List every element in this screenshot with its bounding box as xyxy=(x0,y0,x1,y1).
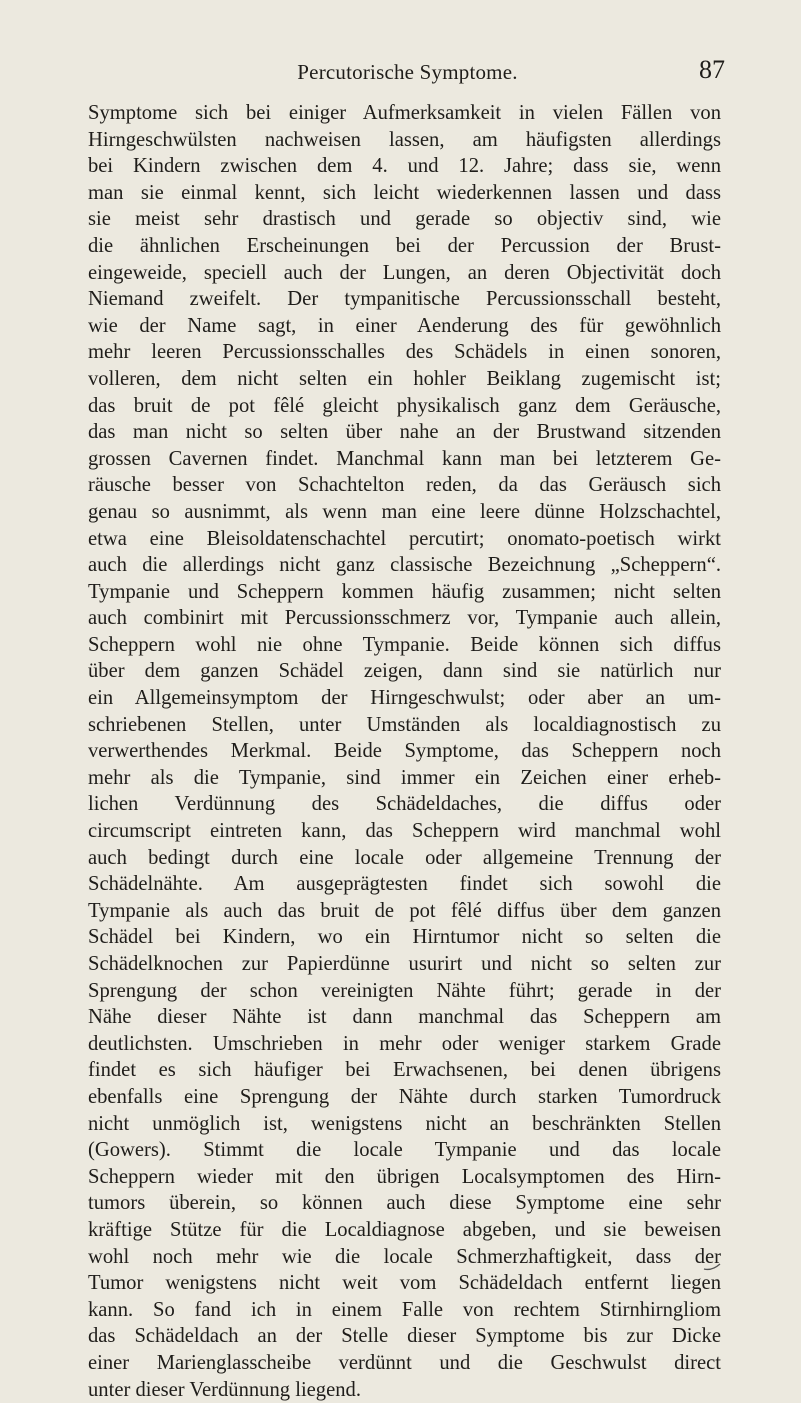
text-line: Niemand zweifelt. Der tympanitische Percussionsschall besteht, xyxy=(88,286,721,313)
text-line: auch die allerdings nicht ganz classische Bezeichnung „Scheppern“. xyxy=(88,552,721,579)
text-line: das bruit de pot fêlé gleicht physikalisch ganz dem Geräusche, xyxy=(88,393,721,420)
text-line: über dem ganzen Schädel zeigen, dann sind sie natürlich nur xyxy=(88,658,721,685)
text-line: man sie einmal kennt, sich leicht wiederkennen lassen und dass xyxy=(88,180,721,207)
body-paragraph xyxy=(88,100,721,1403)
text-line: Sprengung der schon vereinigten Nähte führt; gerade in der xyxy=(88,978,721,1005)
text-line: das Schädeldach an der Stelle dieser Symptome bis zur Dicke xyxy=(88,1323,721,1350)
text-line: auch combinirt mit Percussionsschmerz vor, Tympanie auch allein, xyxy=(88,605,721,632)
text-line: unter dieser Verdünnung liegend. xyxy=(88,1377,721,1403)
text-line: findet es sich häufiger bei Erwachsenen, bei denen übrigens xyxy=(88,1057,721,1084)
text-line: kräftige Stütze für die Localdiagnose abgeben, und sie beweisen xyxy=(88,1217,721,1244)
text-line: wie der Name sagt, in einer Aenderung des für gewöhnlich xyxy=(88,313,721,340)
text-line: Tumor wenigstens nicht weit vom Schädeldach entfernt liegen xyxy=(88,1270,721,1297)
text-line: kann. So fand ich in einem Falle von rechtem Stirnhirngliom xyxy=(88,1297,721,1324)
text-line: tumors überein, so können auch diese Symptome eine sehr xyxy=(88,1190,721,1217)
text-line: das man nicht so selten über nahe an der Brustwand sitzenden xyxy=(88,419,721,446)
text-line: nicht unmöglich ist, wenigstens nicht an beschränkten Stellen xyxy=(88,1111,721,1138)
text-line: eingeweide, speciell auch der Lungen, an deren Objectivität doch xyxy=(88,260,721,287)
text-line: mehr als die Tympanie, sind immer ein Zeichen einer erheb- xyxy=(88,765,721,792)
text-line: ein Allgemeinsymptom der Hirngeschwulst; oder aber an um- xyxy=(88,685,721,712)
text-line: Schädel bei Kindern, wo ein Hirntumor nicht so selten die xyxy=(88,924,721,951)
text-line: Nähe dieser Nähte ist dann manchmal das Scheppern am xyxy=(88,1004,721,1031)
page-corner-mark xyxy=(702,1262,722,1272)
text-line: sie meist sehr drastisch und gerade so objectiv sind, wie xyxy=(88,206,721,233)
text-line: wohl noch mehr wie die locale Schmerzhaftigkeit, dass der xyxy=(88,1244,721,1271)
text-line: räusche besser von Schachtelton reden, da das Geräusch sich xyxy=(88,472,721,499)
text-line: Hirngeschwülsten nachweisen lassen, am häufigsten allerdings xyxy=(88,127,721,154)
text-line: die ähnlichen Erscheinungen bei der Percussion der Brust- xyxy=(88,233,721,260)
text-line: verwerthendes Merkmal. Beide Symptome, das Scheppern noch xyxy=(88,738,721,765)
text-line: Tympanie als auch das bruit de pot fêlé diffus über dem ganzen xyxy=(88,898,721,925)
text-line: auch bedingt durch eine locale oder allgemeine Trennung der xyxy=(88,845,721,872)
text-line: Scheppern wohl nie ohne Tympanie. Beide können sich diffus xyxy=(88,632,721,659)
text-line: etwa eine Bleisoldatenschachtel percutirt; onomato-poetisch wirkt xyxy=(88,526,721,553)
text-line: Schädelknochen zur Papierdünne usurirt und nicht so selten zur xyxy=(88,951,721,978)
text-line: mehr leeren Percussionsschalles des Schädels in einen sonoren, xyxy=(88,339,721,366)
text-line: deutlichsten. Umschrieben in mehr oder weniger starkem Grade xyxy=(88,1031,721,1058)
text-line: einer Marienglasscheibe verdünnt und die Geschwulst direct xyxy=(88,1350,721,1377)
text-line: circumscript eintreten kann, das Scheppern wird manchmal wohl xyxy=(88,818,721,845)
text-line: Schädelnähte. Am ausgeprägtesten findet sich sowohl die xyxy=(88,871,721,898)
text-line: schriebenen Stellen, unter Umständen als localdiagnostisch zu xyxy=(88,712,721,739)
text-line: Symptome sich bei einiger Aufmerksamkeit in vielen Fällen von xyxy=(88,100,721,127)
text-line: lichen Verdünnung des Schädeldaches, die diffus oder xyxy=(88,791,721,818)
running-title: Percutorische Symptome. xyxy=(90,60,725,85)
text-line: (Gowers). Stimmt die locale Tympanie und das locale xyxy=(88,1137,721,1164)
text-line: Scheppern wieder mit den übrigen Localsymptomen des Hirn- xyxy=(88,1164,721,1191)
text-line: Tympanie und Scheppern kommen häufig zusammen; nicht selten xyxy=(88,579,721,606)
text-line: grossen Cavernen findet. Manchmal kann man bei letzterem Ge- xyxy=(88,446,721,473)
page-number: 87 xyxy=(699,55,725,85)
running-head xyxy=(90,58,725,88)
text-line: bei Kindern zwischen dem 4. und 12. Jahre; dass sie, wenn xyxy=(88,153,721,180)
text-line: ebenfalls eine Sprengung der Nähte durch starken Tumordruck xyxy=(88,1084,721,1111)
text-line: genau so ausnimmt, als wenn man eine leere dünne Holzschachtel, xyxy=(88,499,721,526)
text-line: volleren, dem nicht selten ein hohler Beiklang zugemischt ist; xyxy=(88,366,721,393)
